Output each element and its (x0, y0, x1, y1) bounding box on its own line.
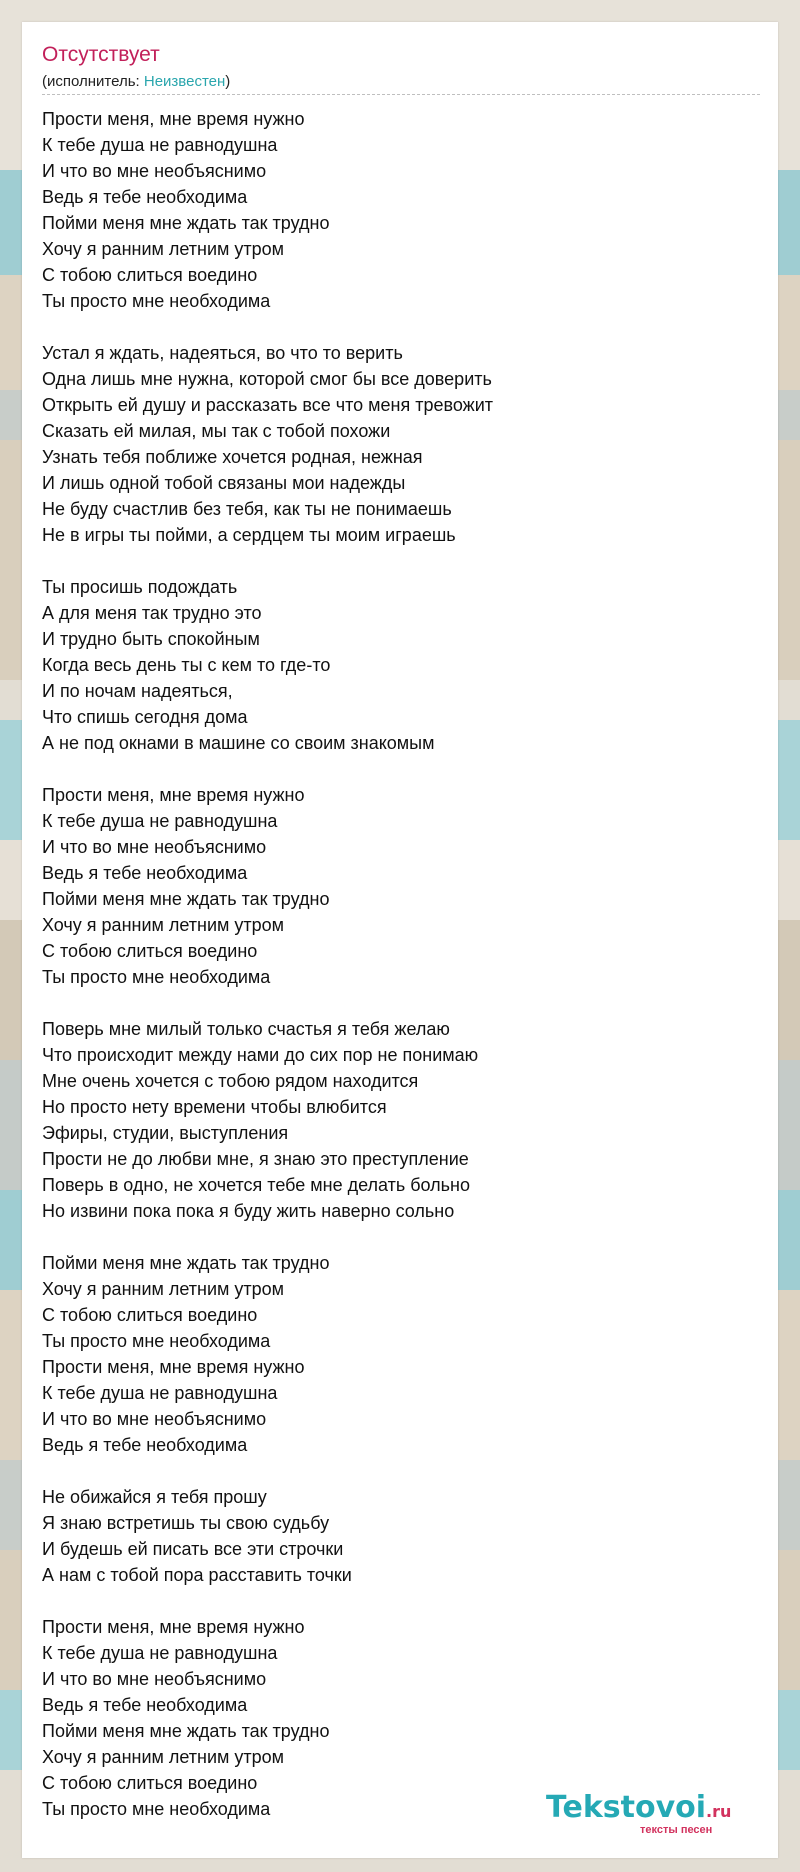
lyric-line: Ты просто мне необходима (42, 967, 271, 987)
divider (42, 94, 760, 95)
lyric-line: А не под окнами в машине со своим знакомым (42, 733, 435, 753)
lyric-line: Ты просто мне необходима (42, 1331, 271, 1351)
stanza-gap (42, 548, 762, 574)
lyric-line: Ведь я тебе необходима (42, 863, 248, 883)
lyric-line: Ты просто мне необходима (42, 1799, 271, 1819)
stanza-gap (42, 1458, 762, 1484)
lyric-line: Прости меня, мне время нужно (42, 109, 305, 129)
lyric-line: К тебе душа не равнодушна (42, 1643, 278, 1663)
lyric-line: Пойми меня мне ждать так трудно (42, 1253, 330, 1273)
lyric-line: И что во мне необъяснимо (42, 1409, 267, 1429)
lyric-line: Поверь в одно, не хочется тебе мне делать больно (42, 1175, 471, 1195)
lyric-line: И лишь одной тобой связаны мои надежды (42, 473, 406, 493)
lyric-line: Мне очень хочется с тобою рядом находится (42, 1071, 419, 1091)
performer-suffix: ) (225, 73, 231, 90)
lyric-line: Открыть ей душу и рассказать все что меня тревожит (42, 395, 494, 415)
stanza-gap (42, 1224, 762, 1250)
lyric-line: Одна лишь мне нужна, которой смог бы все доверить (42, 369, 492, 389)
lyric-line: Не буду счастлив без тебя, как ты не понимаешь (42, 499, 452, 519)
lyric-line: Ведь я тебе необходима (42, 187, 248, 207)
stanza-gap (42, 314, 762, 340)
lyric-line: Я знаю встретишь ты свою судьбу (42, 1513, 330, 1533)
lyric-line: Поверь мне милый только счастья я тебя желаю (42, 1019, 450, 1039)
lyric-line: Ты просишь подождать (42, 577, 238, 597)
lyric-line: Прости меня, мне время нужно (42, 1357, 305, 1377)
lyric-line: И что во мне необъяснимо (42, 1669, 267, 1689)
lyric-line: С тобою слиться воедино (42, 1305, 258, 1325)
lyric-line: Не обижайся я тебя прошу (42, 1487, 267, 1507)
lyric-line: Пойми меня мне ждать так трудно (42, 213, 330, 233)
lyrics-text (42, 106, 762, 1822)
lyric-line: И что во мне необъяснимо (42, 161, 267, 181)
lyric-line: Устал я ждать, надеяться, во что то верить (42, 343, 403, 363)
logo-tld: .ru (706, 1802, 732, 1821)
logo-tagline: тексты песен (640, 1824, 713, 1836)
lyric-line: Хочу я ранним летним утром (42, 1747, 285, 1767)
lyric-line: Что спишь сегодня дома (42, 707, 248, 727)
lyric-line: С тобою слиться воедино (42, 941, 258, 961)
lyric-line: Эфиры, студии, выступления (42, 1123, 289, 1143)
lyric-line: И трудно быть спокойным (42, 629, 260, 649)
lyric-line: Ведь я тебе необходима (42, 1435, 248, 1455)
lyric-line: С тобою слиться воедино (42, 265, 258, 285)
lyric-line: Пойми меня мне ждать так трудно (42, 889, 330, 909)
logo-name: Tekstovoi (546, 1790, 707, 1825)
lyric-line: К тебе душа не равнодушна (42, 135, 278, 155)
stanza-gap (42, 1588, 762, 1614)
lyrics-card (22, 22, 778, 1858)
lyric-line: Хочу я ранним летним утром (42, 239, 285, 259)
performer-line (42, 73, 230, 91)
lyric-line: Ведь я тебе необходима (42, 1695, 248, 1715)
lyric-line: А для меня так трудно это (42, 603, 262, 623)
lyric-line: Прости меня, мне время нужно (42, 785, 305, 805)
stanza-gap (42, 756, 762, 782)
site-logo[interactable] (546, 1790, 746, 1840)
lyric-line: Узнать тебя поближе хочется родная, нежная (42, 447, 423, 467)
lyric-line: Ты просто мне необходима (42, 291, 271, 311)
performer-link[interactable]: Неизвестен (143, 73, 226, 90)
stanza-gap (42, 990, 762, 1016)
lyric-line: Но просто нету времени чтобы влюбится (42, 1097, 387, 1117)
performer-prefix: (исполнитель: (42, 73, 144, 90)
lyric-line: Сказать ей милая, мы так с тобой похожи (42, 421, 391, 441)
lyric-line: Но извини пока пока я буду жить наверно сольно (42, 1201, 455, 1221)
lyric-line: Прости меня, мне время нужно (42, 1617, 305, 1637)
lyric-line: Что происходит между нами до сих пор не понимаю (42, 1045, 479, 1065)
lyric-line: Не в игры ты пойми, а сердцем ты моим играешь (42, 525, 456, 545)
lyric-line: Пойми меня мне ждать так трудно (42, 1721, 330, 1741)
lyric-line: И что во мне необъяснимо (42, 837, 267, 857)
lyric-line: Когда весь день ты с кем то где-то (42, 655, 331, 675)
lyric-line: А нам с тобой пора расставить точки (42, 1565, 352, 1585)
lyric-line: Хочу я ранним летним утром (42, 915, 285, 935)
lyric-line: К тебе душа не равнодушна (42, 1383, 278, 1403)
lyric-line: И будешь ей писать все эти строчки (42, 1539, 344, 1559)
song-title: Отсутствует (42, 43, 160, 66)
lyric-line: К тебе душа не равнодушна (42, 811, 278, 831)
lyric-line: С тобою слиться воедино (42, 1773, 258, 1793)
lyric-line: Хочу я ранним летним утром (42, 1279, 285, 1299)
lyric-line: Прости не до любви мне, я знаю это преступление (42, 1149, 469, 1169)
lyric-line: И по ночам надеяться, (42, 681, 233, 701)
